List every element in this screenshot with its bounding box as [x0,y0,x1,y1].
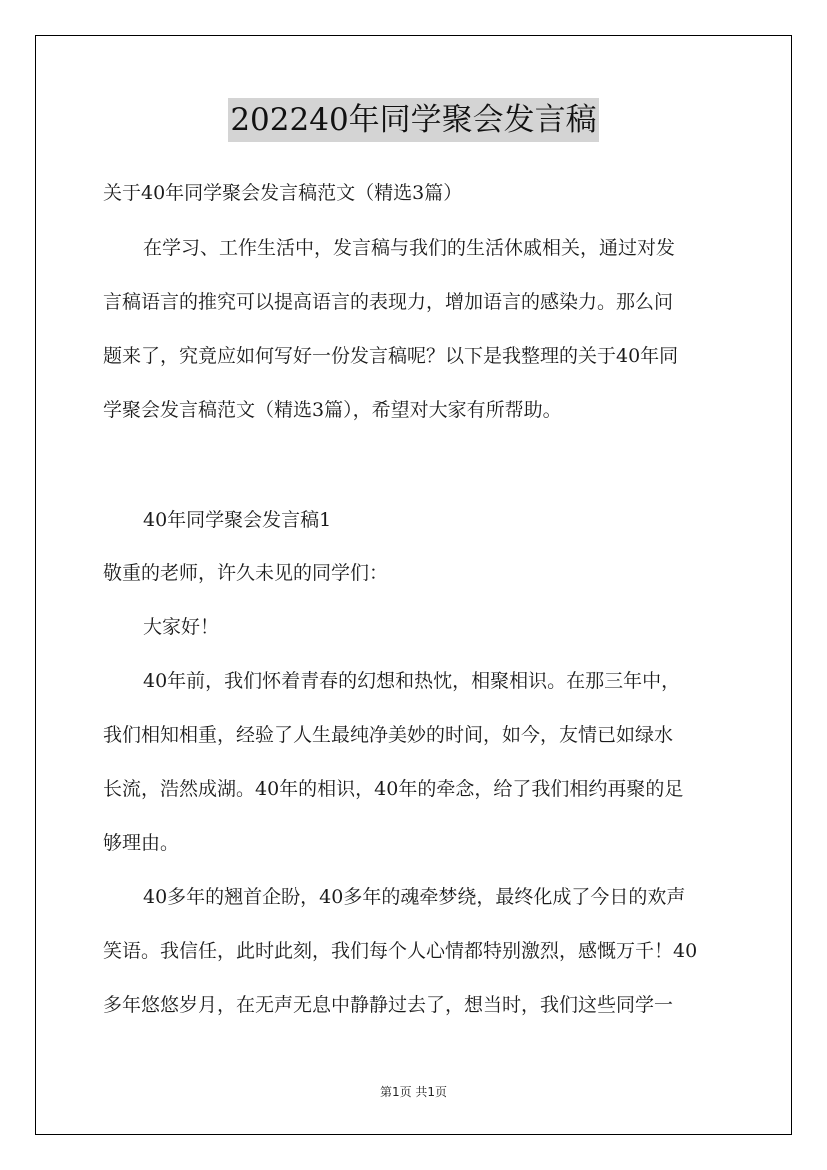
salutation: 敬重的老师，许久未见的同学们： [103,562,389,584]
paragraph-line: 40年前，我们怀着青春的幻想和热忱，相聚相识。在那三年中， [143,670,681,692]
paragraph-line: 在学习、工作生活中，发言稿与我们的生活休戚相关，通过对发 [143,237,676,259]
document-title: 202240年同学聚会发言稿 [228,98,598,142]
paragraph-line: 多年悠悠岁月，在无声无息中静静过去了，想当时，我们这些同学一 [103,994,674,1016]
title-container [0,98,827,142]
paragraph-line: 够理由。 [103,832,180,854]
greeting: 大家好！ [143,616,220,638]
paragraph-line: 40多年的翘首企盼，40多年的魂牵梦绕，最终化成了今日的欢声 [143,886,686,908]
paragraph-line: 我们相知相重，经验了人生最纯净美妙的时间，如今，友情已如绿水 [103,724,674,746]
intro-heading: 关于40年同学聚会发言稿范文（精选3篇） [103,182,463,204]
section-heading: 40年同学聚会发言稿1 [143,509,332,531]
paragraph-line: 学聚会发言稿范文（精选3篇），希望对大家有所帮助。 [103,399,562,421]
page-number-footer: 第1页 共1页 [379,1085,448,1099]
paragraph-line: 言稿语言的推究可以提高语言的表现力，增加语言的感染力。那么问 [103,291,674,313]
paragraph-line: 题来了，究竟应如何写好一份发言稿呢？以下是我整理的关于40年同 [103,345,679,367]
paragraph-line: 长流，浩然成湖。40年的相识，40年的牵念，给了我们相约再聚的足 [103,778,684,800]
paragraph-line: 笑语。我信任，此时此刻，我们每个人心情都特别激烈，感慨万千！40 [103,940,698,962]
